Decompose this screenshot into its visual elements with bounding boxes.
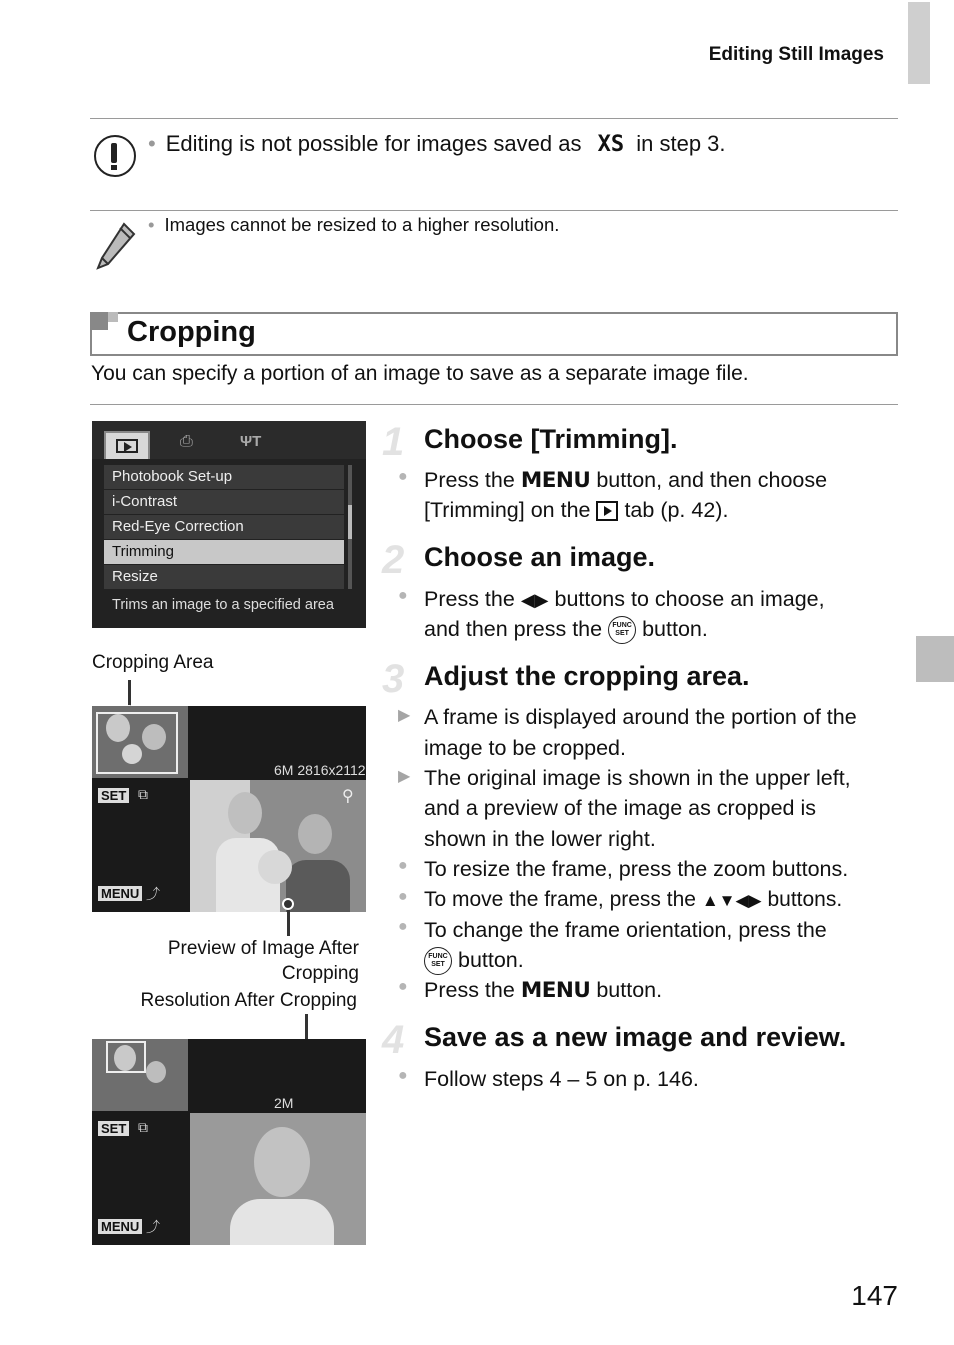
step-text: shown in the lower right.	[424, 827, 656, 851]
crop-frame	[106, 1041, 146, 1073]
step-text: To change the frame orientation, press the	[424, 918, 827, 942]
bullet: ●	[398, 587, 408, 604]
section-intro: You can specify a portion of an image to save as a separate image file.	[91, 362, 749, 385]
step-title: Save as a new image and review.	[424, 1022, 847, 1052]
bullet: ●	[398, 857, 408, 874]
menu-item-photobook: Photobook Set-up	[104, 465, 344, 489]
step-number: 4	[382, 1018, 405, 1062]
resolution-label: 6M 2816x2112	[274, 762, 366, 778]
func-set-icon: FUNC SET	[608, 616, 636, 644]
result-triangle: ▶	[398, 768, 411, 785]
divider	[90, 118, 898, 119]
divider	[90, 210, 898, 211]
menu-item-resize: Resize	[104, 565, 344, 589]
menu-item-trimming: Trimming	[104, 540, 344, 564]
zoom-icon: ⚲	[342, 788, 354, 805]
settings-tab-icon: ΨT	[240, 433, 262, 450]
step-title: Adjust the cropping area.	[424, 661, 750, 691]
bullet: ●	[398, 468, 408, 485]
step-text: and then press the FUNC SET button.	[424, 614, 904, 644]
menu-item-redeye: Red-Eye Correction	[104, 515, 344, 539]
xs-quality-icon: XS	[597, 132, 625, 157]
menu-item-icontrast: i-Contrast	[104, 490, 344, 514]
divider	[90, 404, 898, 405]
callout-line	[287, 906, 290, 936]
return-icon: ⤴	[146, 886, 160, 902]
step-text: To move the frame, press the ▲▼◀▶ buttons.	[424, 888, 843, 911]
set-badge: SET	[98, 788, 129, 803]
bullet: ●	[398, 918, 408, 935]
step-text: A frame is displayed around the portion of the	[424, 705, 857, 729]
menu-button-icon: MENU	[520, 978, 591, 1003]
caption-cropping-area: Cropping Area	[92, 652, 214, 673]
preview-photo	[190, 780, 366, 912]
memo-text: • Images cannot be resized to a higher resolution.	[148, 214, 560, 235]
step-title: Choose [Trimming].	[424, 424, 678, 454]
step-text: To resize the frame, press the zoom buttons.	[424, 857, 849, 881]
step-text: [Trimming] on the tab (p. 42).	[424, 498, 729, 522]
return-icon: ⤴	[146, 1219, 160, 1235]
step-title: Choose an image.	[424, 542, 656, 572]
section-corner-mark	[108, 312, 118, 322]
page-tab-marker	[908, 2, 930, 84]
playback-tab	[104, 431, 150, 459]
side-chapter-tab	[916, 636, 954, 682]
print-tab-icon: ⎙	[180, 433, 193, 450]
menu-badge: MENU	[98, 886, 142, 901]
caption-preview: Preview of Image After Cropping	[167, 938, 359, 984]
section-corner-mark	[90, 312, 108, 330]
menu-badge: MENU	[98, 1219, 142, 1234]
caution-text: • Editing is not possible for images saved as XS in step 3.	[148, 131, 726, 157]
step-text: Press the MENU button, and then choose	[424, 468, 828, 493]
resolution-label: 2M	[274, 1095, 294, 1111]
crop-frame	[96, 712, 178, 774]
section-title: Cropping	[127, 316, 256, 348]
bullet: ●	[398, 1067, 408, 1084]
callout-dot	[282, 898, 294, 910]
func-set-icon: FUNC SET	[424, 947, 452, 975]
result-triangle: ▶	[398, 707, 411, 724]
step-text: and a preview of the image as cropped is	[424, 796, 817, 820]
bullet: ●	[398, 888, 408, 905]
cropped-preview-photo	[190, 1113, 366, 1245]
step-text: FUNC SET button.	[424, 945, 904, 975]
step-text: Follow steps 4 – 5 on p. 146.	[424, 1067, 699, 1091]
playback-tab-icon	[596, 501, 618, 521]
pencil-icon	[96, 222, 136, 277]
set-badge: SET	[98, 1121, 129, 1136]
chapter-title: Editing Still Images	[708, 44, 884, 65]
orientation-icon: ⧉	[138, 786, 148, 802]
page-number: 147	[851, 1280, 898, 1311]
caution-icon	[94, 135, 136, 177]
camera-menu-screen	[92, 421, 366, 628]
step-text: The original image is shown in the upper left,	[424, 766, 851, 790]
step-text: image to be cropped.	[424, 736, 626, 760]
menu-scrollbar-thumb	[348, 505, 352, 539]
caption-resolution: Resolution After Cropping	[140, 990, 357, 1011]
menu-hint: Trims an image to a specified area	[112, 597, 334, 613]
step-number: 3	[382, 657, 405, 701]
cropped-result-screen	[92, 1039, 366, 1245]
menu-button-icon: MENU	[520, 468, 591, 493]
four-way-arrows-icon: ▲▼◀▶	[701, 891, 762, 910]
orientation-icon: ⧉	[138, 1119, 148, 1135]
step-text: Press the MENU button.	[424, 978, 663, 1003]
crop-adjust-screen	[92, 706, 366, 912]
step-number: 2	[382, 538, 405, 582]
step-number: 1	[382, 420, 405, 464]
bullet: ●	[398, 978, 408, 995]
step-text: Press the ◀▶ buttons to choose an image,	[424, 587, 825, 611]
left-right-arrows-icon: ◀▶	[520, 590, 549, 610]
